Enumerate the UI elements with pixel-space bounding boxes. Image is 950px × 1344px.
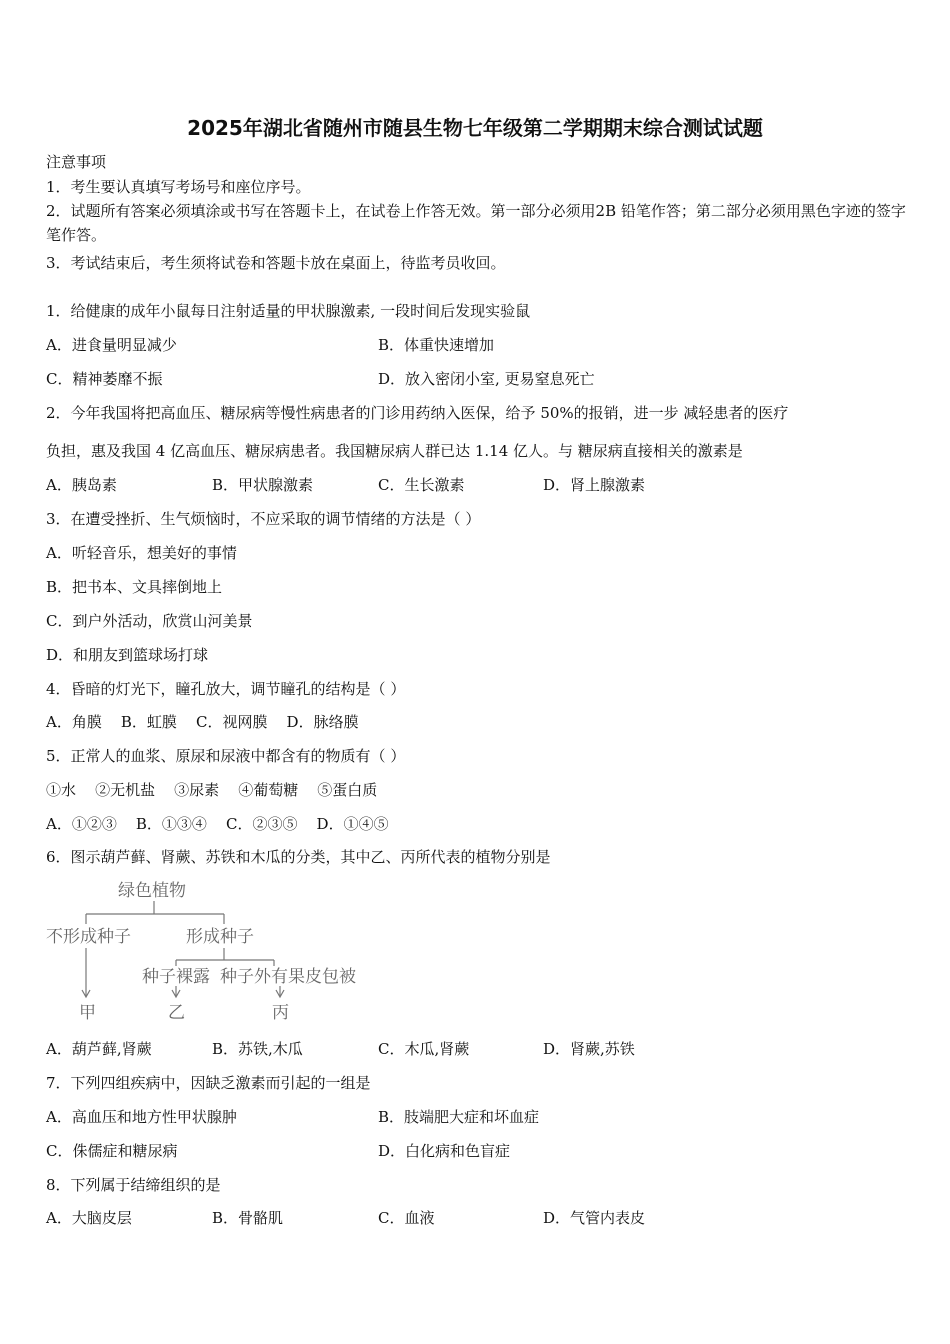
diagram-left-label: 不形成种子 bbox=[46, 927, 131, 947]
q7-option-d: D．白化病和色盲症 bbox=[378, 1142, 511, 1160]
notice-item-1: 1．考生要认真填写考场号和座位序号。 bbox=[46, 178, 311, 196]
q4-options: A．角膜 B．虹膜 C．视网膜 D．脉络膜 bbox=[46, 713, 359, 731]
q8-option-d: D．气管内表皮 bbox=[543, 1209, 646, 1227]
q8-option-c: C．血液 bbox=[378, 1209, 435, 1227]
q8-option-b: B．骨骼肌 bbox=[212, 1209, 284, 1227]
notice-item-3: 3．考试结束后，考生须将试卷和答题卡放在桌面上，待监考员收回。 bbox=[46, 254, 506, 272]
q7-option-a: A．高血压和地方性甲状腺肿 bbox=[46, 1108, 237, 1126]
question-8-stem: 8．下列属于结缔组织的是 bbox=[46, 1176, 221, 1194]
q2-option-a: A．胰岛素 bbox=[46, 476, 117, 494]
question-7-stem: 7．下列四组疾病中，因缺乏激素而引起的一组是 bbox=[46, 1074, 371, 1092]
q1-option-b: B．体重快速增加 bbox=[378, 336, 495, 354]
q1-option-c: C．精神萎靡不振 bbox=[46, 370, 163, 388]
q2-option-c: C．生长激素 bbox=[378, 476, 465, 494]
q2-option-b: B．甲状腺激素 bbox=[212, 476, 314, 494]
question-4-stem: 4．昏暗的灯光下，瞳孔放大，调节瞳孔的结构是（ ） bbox=[46, 680, 406, 698]
q3-option-c: C．到户外活动，欣赏山河美景 bbox=[46, 612, 253, 630]
question-1-stem: 1．给健康的成年小鼠每日注射适量的甲状腺激素, 一段时间后发现实验鼠 bbox=[46, 302, 531, 320]
question-5-stem: 5．正常人的血浆、原尿和尿液中都含有的物质有（ ） bbox=[46, 747, 406, 765]
diagram-root-label: 绿色植物 bbox=[118, 881, 186, 901]
q6-option-a: A．葫芦藓,肾蕨 bbox=[46, 1040, 152, 1058]
q3-option-a: A．听轻音乐，想美好的事情 bbox=[46, 544, 237, 562]
q6-option-d: D．肾蕨,苏铁 bbox=[543, 1040, 635, 1058]
notice-heading: 注意事项 bbox=[46, 153, 107, 171]
q6-option-c: C．木瓜,肾蕨 bbox=[378, 1040, 470, 1058]
diagram-leaf-3: 丙 bbox=[272, 1003, 289, 1023]
q7-option-c: C．侏儒症和糖尿病 bbox=[46, 1142, 178, 1160]
q5-items: ①水 ②无机盐 ③尿素 ④葡萄糖 ⑤蛋白质 bbox=[46, 781, 378, 799]
question-2-stem-line-1: 2．今年我国将把高血压、糖尿病等慢性病患者的门诊用药纳入医保，给予 50%的报销，进一步 减轻患者的医疗 bbox=[46, 404, 789, 422]
question-3-stem: 3．在遭受挫折、生气烦恼时，不应采取的调节情绪的方法是（ ） bbox=[46, 510, 481, 528]
diagram-sub-right-label: 种子外有果皮包被 bbox=[220, 967, 356, 987]
q1-option-d: D．放入密闭小室, 更易窒息死亡 bbox=[378, 370, 595, 388]
q2-option-d: D．肾上腺激素 bbox=[543, 476, 646, 494]
diagram-right-label: 形成种子 bbox=[186, 927, 254, 947]
plant-classification-diagram bbox=[44, 876, 364, 1028]
diagram-sub-left-label: 种子裸露 bbox=[142, 967, 210, 987]
q3-option-d: D．和朋友到篮球场打球 bbox=[46, 646, 209, 664]
q1-option-a: A．进食量明显减少 bbox=[46, 336, 177, 354]
q7-option-b: B．肢端肥大症和坏血症 bbox=[378, 1108, 540, 1126]
notice-item-2: 2．试题所有答案必须填涂或书写在答题卡上，在试卷上作答无效。第一部分必须用2B 铅笔作答；第二部分必须用黑色字迹的签字笔作答。 bbox=[46, 202, 906, 244]
question-2-stem-line-2: 负担，惠及我国 4 亿高血压、糖尿病患者。我国糖尿病人群已达 1.14 亿人。与 糖尿病直接相关的激素是 bbox=[46, 442, 743, 460]
q3-option-b: B．把书本、文具摔倒地上 bbox=[46, 578, 223, 596]
q6-option-b: B．苏铁,木瓜 bbox=[212, 1040, 303, 1058]
q5-options: A．①②③ B．①③④ C．②③⑤ D．①④⑤ bbox=[46, 815, 389, 833]
page-title: 2025年湖北省随州市随县生物七年级第二学期期末综合测试试题 bbox=[187, 116, 763, 140]
question-6-stem: 6．图示葫芦藓、肾蕨、苏铁和木瓜的分类，其中乙、丙所代表的植物分别是 bbox=[46, 848, 551, 866]
diagram-leaf-1: 甲 bbox=[79, 1003, 96, 1023]
diagram-leaf-2: 乙 bbox=[168, 1003, 185, 1023]
q8-option-a: A．大脑皮层 bbox=[46, 1209, 132, 1227]
